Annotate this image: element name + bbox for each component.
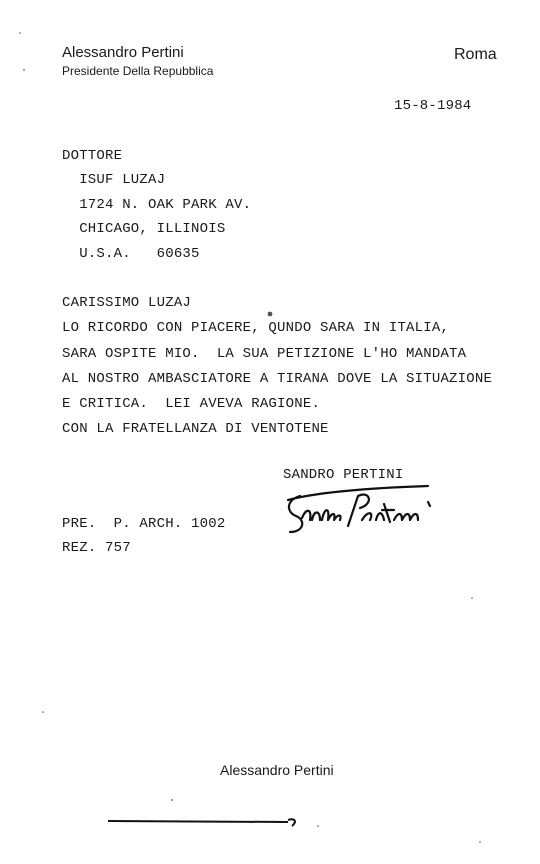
archive-reference: PRE. P. ARCH. 1002 bbox=[62, 516, 226, 532]
body-line: AL NOSTRO AMBASCIATORE A TIRANA DOVE LA SITUAZIONE bbox=[62, 371, 493, 387]
recipient-line: U.S.A. 60635 bbox=[62, 246, 200, 262]
closing-line: CON LA FRATELLANZA DI VENTOTENE bbox=[62, 421, 329, 437]
recipient-line: ISUF LUZAJ bbox=[62, 172, 166, 188]
recipient-line: 1724 N. OAK PARK AV. bbox=[62, 197, 252, 213]
letterhead-sender-name: Alessandro Pertini bbox=[62, 44, 184, 61]
letterhead-city: Roma bbox=[454, 46, 497, 63]
footer-name: Alessandro Pertini bbox=[220, 762, 334, 778]
body-line: SARA OSPITE MIO. LA SUA PETIZIONE L'HO MANDATA bbox=[62, 346, 467, 362]
recipient-line: DOTTORE bbox=[62, 148, 123, 164]
body-line: LO RICORDO CON PIACERE, QUNDO SARA IN ITALIA, bbox=[62, 320, 450, 336]
salutation: CARISSIMO LUZAJ bbox=[62, 295, 192, 311]
body-line: E CRITICA. LEI AVEVA RAGIONE. bbox=[62, 396, 321, 412]
recipient-line: CHICAGO, ILLINOIS bbox=[62, 221, 226, 237]
archive-reference: REZ. 757 bbox=[62, 540, 131, 556]
letter-date: 15-8-1984 bbox=[394, 98, 472, 114]
letterhead-sender-title: Presidente Della Repubblica bbox=[62, 64, 214, 78]
signer-name: SANDRO PERTINI bbox=[283, 467, 404, 483]
